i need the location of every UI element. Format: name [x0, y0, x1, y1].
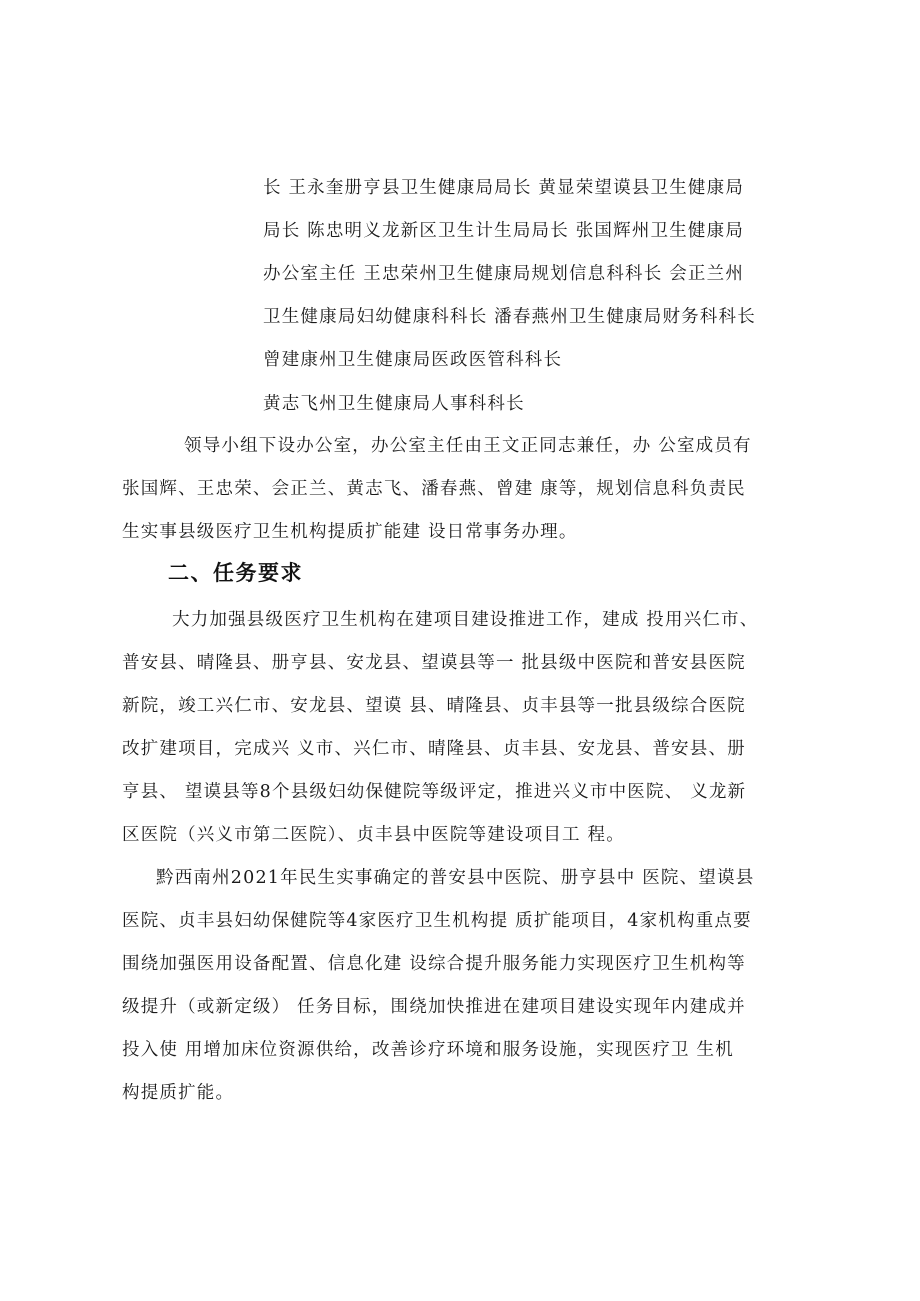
members-line-6: 黄志飞州卫生健康局人事科科长	[263, 394, 525, 414]
paragraph-1-line-5: 亨县、 望谟县等8个县级妇幼保健院等级评定，推进兴义市中医院、 义龙新	[122, 782, 747, 802]
paragraph-1-line-2: 普安县、晴隆县、册亨县、安龙县、望谟县等一 批县级中医院和普安县医院	[122, 653, 746, 673]
members-line-5: 曾建康州卫生健康局医政医管科科长	[263, 350, 563, 370]
members-line-2: 局长 陈忠明义龙新区卫生计生局局长 张国辉州卫生健康局	[263, 221, 745, 241]
paragraph-2-line-2: 医院、贞丰县妇幼保健院等4家医疗卫生机构提 质扩能项目，4家机构重点要	[122, 911, 752, 931]
members-line-3: 办公室主任 王忠荣州卫生健康局规划信息科科长 会正兰州	[263, 264, 745, 284]
paragraph-1-line-1: 大力加强县级医疗卫生机构在建项目建设推进工作，建成 投用兴仁市、	[172, 610, 759, 630]
members-line-1: 长 王永奎册亨县卫生健康局局长 黄显荣望谟县卫生健康局	[263, 178, 745, 198]
paragraph-2-line-6: 构提质扩能。	[122, 1083, 235, 1103]
paragraph-1-line-3: 新院，竣工兴仁市、安龙县、望谟 县、晴隆县、贞丰县等一批县级综合医院	[122, 696, 746, 716]
section-heading: 二、任务要求	[168, 561, 303, 585]
office-line-1: 领导小组下设办公室，办公室主任由王文正同志兼任，办 公室成员有	[184, 436, 752, 456]
paragraph-2-line-3: 围绕加强医用设备配置、信息化建 设综合提升服务能力实现医疗卫生机构等	[122, 954, 746, 974]
paragraph-2-line-5: 投入使 用增加床位资源供给，改善诊疗环境和服务设施，实现医疗卫 生机	[122, 1040, 734, 1060]
paragraph-2-line-1: 黔西南州2021年民生实事确定的普安县中医院、册亨县中 医院、望谟县	[156, 868, 755, 888]
office-line-2: 张国辉、王忠荣、会正兰、黄志飞、潘春燕、曾建 康等，规划信息科负责民	[122, 479, 746, 499]
paragraph-2-line-4: 级提升（或新定级） 任务目标，围绕加快推进在建项目建设实现年内建成并	[122, 997, 746, 1017]
paragraph-1-line-4: 改扩建项目，完成兴 义市、兴仁市、晴隆县、贞丰县、安龙县、普安县、册	[122, 739, 746, 759]
members-line-4: 卫生健康局妇幼健康科科长 潘春燕州卫生健康局财务科科长	[263, 307, 756, 327]
office-line-3: 生实事县级医疗卫生机构提质扩能建 设日常事务办理。	[122, 522, 578, 542]
paragraph-1-line-6: 区医院（兴义市第二医院）、贞丰县中医院等建设项目工 程。	[122, 825, 625, 845]
